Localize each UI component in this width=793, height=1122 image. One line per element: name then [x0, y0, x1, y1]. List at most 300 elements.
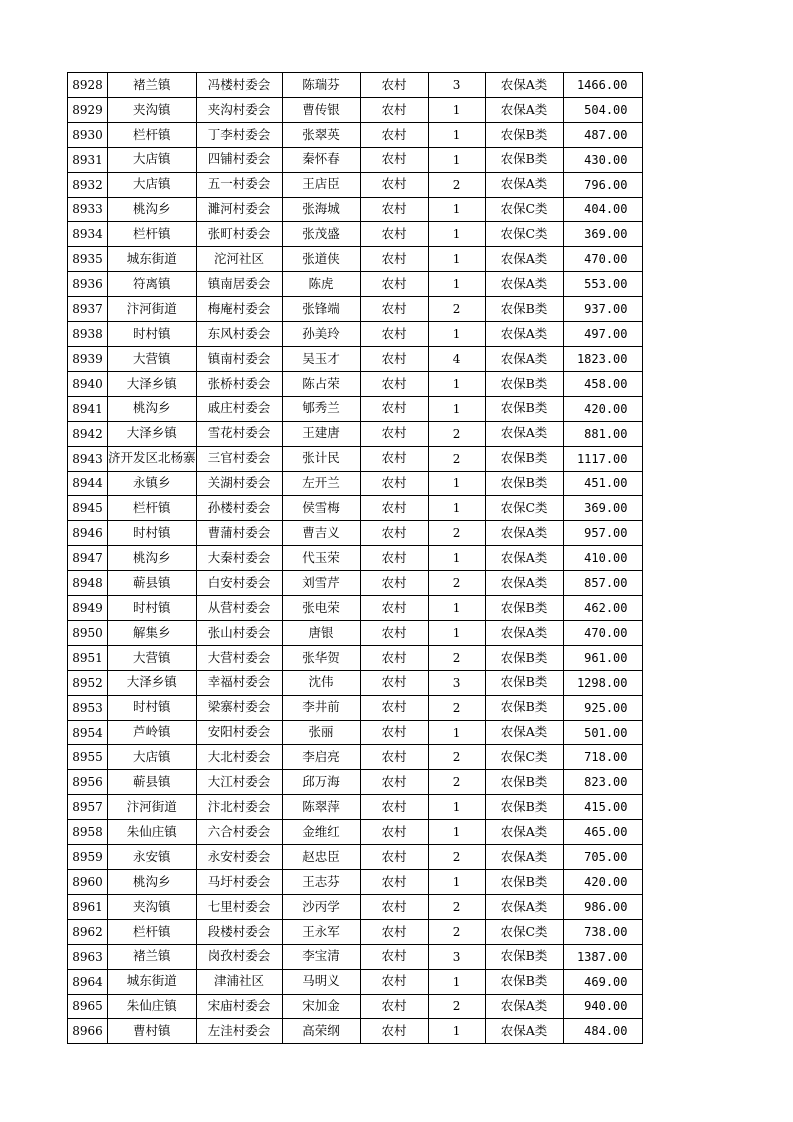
row-id-cell: 8936	[68, 272, 108, 297]
row-id-cell: 8953	[68, 695, 108, 720]
village-cell: 宋庙村委会	[196, 994, 282, 1019]
category-cell: 农保A类	[485, 1019, 563, 1044]
area-type-cell: 农村	[360, 396, 428, 421]
town-cell: 朱仙庄镇	[108, 820, 197, 845]
row-id-cell: 8941	[68, 396, 108, 421]
table-row	[68, 795, 643, 820]
village-cell: 马圩村委会	[196, 870, 282, 895]
village-cell: 张桥村委会	[196, 371, 282, 396]
village-cell: 从营村委会	[196, 596, 282, 621]
village-cell: 大北村委会	[196, 745, 282, 770]
category-cell: 农保A类	[485, 994, 563, 1019]
people-count-cell: 2	[428, 645, 485, 670]
people-count-cell: 1	[428, 820, 485, 845]
row-id-cell: 8930	[68, 122, 108, 147]
name-cell: 张丽	[282, 720, 360, 745]
row-id-cell: 8956	[68, 770, 108, 795]
category-cell: 农保C类	[485, 222, 563, 247]
amount-cell: 470.00	[563, 247, 642, 272]
amount-cell: 857.00	[563, 571, 642, 596]
row-id-cell: 8947	[68, 546, 108, 571]
category-cell: 农保A类	[485, 571, 563, 596]
amount-cell: 504.00	[563, 97, 642, 122]
village-cell: 七里村委会	[196, 894, 282, 919]
town-cell: 大营镇	[108, 346, 197, 371]
category-cell: 农保A类	[485, 820, 563, 845]
row-id-cell: 8959	[68, 845, 108, 870]
village-cell: 曹蒲村委会	[196, 521, 282, 546]
village-cell: 岗孜村委会	[196, 944, 282, 969]
area-type-cell: 农村	[360, 546, 428, 571]
table-row	[68, 197, 643, 222]
people-count-cell: 2	[428, 919, 485, 944]
table-row	[68, 670, 643, 695]
category-cell: 农保B类	[485, 297, 563, 322]
village-cell: 东风村委会	[196, 322, 282, 347]
area-type-cell: 农村	[360, 820, 428, 845]
row-id-cell: 8934	[68, 222, 108, 247]
amount-cell: 1387.00	[563, 944, 642, 969]
town-cell: 桃沟乡	[108, 396, 197, 421]
area-type-cell: 农村	[360, 247, 428, 272]
people-count-cell: 2	[428, 894, 485, 919]
table-row	[68, 571, 643, 596]
people-count-cell: 1	[428, 870, 485, 895]
people-count-cell: 1	[428, 371, 485, 396]
row-id-cell: 8942	[68, 421, 108, 446]
area-type-cell: 农村	[360, 795, 428, 820]
people-count-cell: 1	[428, 596, 485, 621]
category-cell: 农保B类	[485, 944, 563, 969]
table-row	[68, 820, 643, 845]
row-id-cell: 8964	[68, 969, 108, 994]
name-cell: 沈伟	[282, 670, 360, 695]
table-row	[68, 322, 643, 347]
village-cell: 沱河社区	[196, 247, 282, 272]
area-type-cell: 农村	[360, 944, 428, 969]
amount-cell: 458.00	[563, 371, 642, 396]
town-cell: 汴河街道	[108, 795, 197, 820]
table-row	[68, 122, 643, 147]
area-type-cell: 农村	[360, 446, 428, 471]
table-row	[68, 297, 643, 322]
table-row	[68, 272, 643, 297]
area-type-cell: 农村	[360, 695, 428, 720]
town-cell: 朱仙庄镇	[108, 994, 197, 1019]
amount-cell: 430.00	[563, 147, 642, 172]
category-cell: 农保B类	[485, 371, 563, 396]
category-cell: 农保A类	[485, 172, 563, 197]
name-cell: 金维红	[282, 820, 360, 845]
area-type-cell: 农村	[360, 272, 428, 297]
people-count-cell: 4	[428, 346, 485, 371]
name-cell: 张锋端	[282, 297, 360, 322]
amount-cell: 1298.00	[563, 670, 642, 695]
table-row	[68, 97, 643, 122]
row-id-cell: 8929	[68, 97, 108, 122]
name-cell: 陈占荣	[282, 371, 360, 396]
town-cell: 栏杆镇	[108, 496, 197, 521]
name-cell: 左开兰	[282, 471, 360, 496]
area-type-cell: 农村	[360, 471, 428, 496]
village-cell: 幸福村委会	[196, 670, 282, 695]
amount-cell: 484.00	[563, 1019, 642, 1044]
amount-cell: 415.00	[563, 795, 642, 820]
town-cell: 桃沟乡	[108, 197, 197, 222]
amount-cell: 1117.00	[563, 446, 642, 471]
town-cell: 蕲县镇	[108, 571, 197, 596]
amount-cell: 420.00	[563, 396, 642, 421]
category-cell: 农保C类	[485, 496, 563, 521]
area-type-cell: 农村	[360, 122, 428, 147]
name-cell: 张道侠	[282, 247, 360, 272]
area-type-cell: 农村	[360, 645, 428, 670]
amount-cell: 937.00	[563, 297, 642, 322]
table-row	[68, 147, 643, 172]
area-type-cell: 农村	[360, 994, 428, 1019]
amount-cell: 986.00	[563, 894, 642, 919]
name-cell: 宋加金	[282, 994, 360, 1019]
row-id-cell: 8955	[68, 745, 108, 770]
table-row	[68, 496, 643, 521]
category-cell: 农保B类	[485, 596, 563, 621]
village-cell: 段楼村委会	[196, 919, 282, 944]
area-type-cell: 农村	[360, 496, 428, 521]
table-row	[68, 172, 643, 197]
area-type-cell: 农村	[360, 421, 428, 446]
area-type-cell: 农村	[360, 770, 428, 795]
name-cell: 秦怀春	[282, 147, 360, 172]
name-cell: 张华贺	[282, 645, 360, 670]
category-cell: 农保A类	[485, 73, 563, 98]
people-count-cell: 1	[428, 197, 485, 222]
name-cell: 刘雪芹	[282, 571, 360, 596]
name-cell: 李宝清	[282, 944, 360, 969]
name-cell: 陈瑞芬	[282, 73, 360, 98]
table-row	[68, 73, 643, 98]
table-row	[68, 620, 643, 645]
town-cell: 时村镇	[108, 322, 197, 347]
name-cell: 王建唐	[282, 421, 360, 446]
people-count-cell: 1	[428, 272, 485, 297]
town-cell: 大泽乡镇	[108, 371, 197, 396]
row-id-cell: 8933	[68, 197, 108, 222]
row-id-cell: 8957	[68, 795, 108, 820]
village-cell: 戚庄村委会	[196, 396, 282, 421]
name-cell: 曹传银	[282, 97, 360, 122]
area-type-cell: 农村	[360, 571, 428, 596]
village-cell: 六合村委会	[196, 820, 282, 845]
row-id-cell: 8943	[68, 446, 108, 471]
area-type-cell: 农村	[360, 371, 428, 396]
amount-cell: 718.00	[563, 745, 642, 770]
name-cell: 王志芬	[282, 870, 360, 895]
town-cell: 大店镇	[108, 147, 197, 172]
row-id-cell: 8949	[68, 596, 108, 621]
area-type-cell: 农村	[360, 521, 428, 546]
row-id-cell: 8935	[68, 247, 108, 272]
town-cell: 时村镇	[108, 695, 197, 720]
area-type-cell: 农村	[360, 969, 428, 994]
name-cell: 邱万海	[282, 770, 360, 795]
row-id-cell: 8944	[68, 471, 108, 496]
name-cell: 陈翠萍	[282, 795, 360, 820]
table-row	[68, 596, 643, 621]
table-row	[68, 546, 643, 571]
town-cell: 解集乡	[108, 620, 197, 645]
row-id-cell: 8932	[68, 172, 108, 197]
people-count-cell: 1	[428, 969, 485, 994]
name-cell: 李启亮	[282, 745, 360, 770]
category-cell: 农保C类	[485, 197, 563, 222]
row-id-cell: 8958	[68, 820, 108, 845]
people-count-cell: 2	[428, 297, 485, 322]
amount-cell: 462.00	[563, 596, 642, 621]
amount-cell: 501.00	[563, 720, 642, 745]
village-cell: 梁寨村委会	[196, 695, 282, 720]
amount-cell: 410.00	[563, 546, 642, 571]
category-cell: 农保B类	[485, 396, 563, 421]
row-id-cell: 8951	[68, 645, 108, 670]
category-cell: 农保B类	[485, 645, 563, 670]
row-id-cell: 8939	[68, 346, 108, 371]
area-type-cell: 农村	[360, 620, 428, 645]
amount-cell: 940.00	[563, 994, 642, 1019]
amount-cell: 497.00	[563, 322, 642, 347]
name-cell: 侯雪梅	[282, 496, 360, 521]
village-cell: 永安村委会	[196, 845, 282, 870]
village-cell: 镇南村委会	[196, 346, 282, 371]
town-cell: 夹沟镇	[108, 894, 197, 919]
row-id-cell: 8952	[68, 670, 108, 695]
table-row	[68, 446, 643, 471]
row-id-cell: 8946	[68, 521, 108, 546]
row-id-cell: 8961	[68, 894, 108, 919]
name-cell: 王永军	[282, 919, 360, 944]
amount-cell: 823.00	[563, 770, 642, 795]
table-row	[68, 770, 643, 795]
table-row	[68, 222, 643, 247]
town-cell: 栏杆镇	[108, 919, 197, 944]
town-cell: 夹沟镇	[108, 97, 197, 122]
amount-cell: 705.00	[563, 845, 642, 870]
row-id-cell: 8963	[68, 944, 108, 969]
people-count-cell: 2	[428, 745, 485, 770]
amount-cell: 1823.00	[563, 346, 642, 371]
amount-cell: 925.00	[563, 695, 642, 720]
name-cell: 张翠英	[282, 122, 360, 147]
town-cell: 大泽乡镇	[108, 670, 197, 695]
category-cell: 农保A类	[485, 322, 563, 347]
amount-cell: 487.00	[563, 122, 642, 147]
table-row	[68, 421, 643, 446]
amount-cell: 469.00	[563, 969, 642, 994]
table-row	[68, 371, 643, 396]
area-type-cell: 农村	[360, 596, 428, 621]
people-count-cell: 1	[428, 322, 485, 347]
town-cell: 时村镇	[108, 596, 197, 621]
area-type-cell: 农村	[360, 1019, 428, 1044]
town-cell: 济开发区北杨寨	[108, 446, 197, 471]
row-id-cell: 8937	[68, 297, 108, 322]
category-cell: 农保B类	[485, 695, 563, 720]
name-cell: 代玉荣	[282, 546, 360, 571]
town-cell: 曹村镇	[108, 1019, 197, 1044]
town-cell: 桃沟乡	[108, 546, 197, 571]
town-cell: 栏杆镇	[108, 122, 197, 147]
area-type-cell: 农村	[360, 720, 428, 745]
area-type-cell: 农村	[360, 919, 428, 944]
row-id-cell: 8931	[68, 147, 108, 172]
town-cell: 符离镇	[108, 272, 197, 297]
table-row	[68, 919, 643, 944]
village-cell: 左洼村委会	[196, 1019, 282, 1044]
amount-cell: 553.00	[563, 272, 642, 297]
category-cell: 农保B类	[485, 147, 563, 172]
amount-cell: 465.00	[563, 820, 642, 845]
table-row	[68, 994, 643, 1019]
table-row	[68, 1019, 643, 1044]
village-cell: 张町村委会	[196, 222, 282, 247]
table-row	[68, 845, 643, 870]
category-cell: 农保A类	[485, 894, 563, 919]
people-count-cell: 1	[428, 496, 485, 521]
name-cell: 张茂盛	[282, 222, 360, 247]
village-cell: 张山村委会	[196, 620, 282, 645]
amount-cell: 420.00	[563, 870, 642, 895]
category-cell: 农保A类	[485, 247, 563, 272]
people-count-cell: 1	[428, 396, 485, 421]
town-cell: 大店镇	[108, 745, 197, 770]
area-type-cell: 农村	[360, 172, 428, 197]
village-cell: 夹沟村委会	[196, 97, 282, 122]
table-row	[68, 247, 643, 272]
amount-cell: 451.00	[563, 471, 642, 496]
name-cell: 沙丙学	[282, 894, 360, 919]
category-cell: 农保B类	[485, 969, 563, 994]
area-type-cell: 农村	[360, 745, 428, 770]
people-count-cell: 3	[428, 670, 485, 695]
village-cell: 丁李村委会	[196, 122, 282, 147]
amount-cell: 957.00	[563, 521, 642, 546]
amount-cell: 470.00	[563, 620, 642, 645]
village-cell: 五一村委会	[196, 172, 282, 197]
area-type-cell: 农村	[360, 845, 428, 870]
people-count-cell: 2	[428, 172, 485, 197]
area-type-cell: 农村	[360, 297, 428, 322]
village-cell: 孙楼村委会	[196, 496, 282, 521]
table-row	[68, 720, 643, 745]
area-type-cell: 农村	[360, 73, 428, 98]
amount-cell: 369.00	[563, 496, 642, 521]
town-cell: 褚兰镇	[108, 944, 197, 969]
row-id-cell: 8962	[68, 919, 108, 944]
people-count-cell: 1	[428, 222, 485, 247]
row-id-cell: 8966	[68, 1019, 108, 1044]
category-cell: 农保B类	[485, 795, 563, 820]
town-cell: 时村镇	[108, 521, 197, 546]
row-id-cell: 8960	[68, 870, 108, 895]
table-row	[68, 894, 643, 919]
area-type-cell: 农村	[360, 346, 428, 371]
people-count-cell: 2	[428, 521, 485, 546]
people-count-cell: 1	[428, 97, 485, 122]
people-count-cell: 1	[428, 546, 485, 571]
amount-cell: 404.00	[563, 197, 642, 222]
village-cell: 雪花村委会	[196, 421, 282, 446]
amount-cell: 1466.00	[563, 73, 642, 98]
amount-cell: 369.00	[563, 222, 642, 247]
row-id-cell: 8954	[68, 720, 108, 745]
name-cell: 张计民	[282, 446, 360, 471]
name-cell: 郇秀兰	[282, 396, 360, 421]
village-cell: 关湖村委会	[196, 471, 282, 496]
village-cell: 汴北村委会	[196, 795, 282, 820]
area-type-cell: 农村	[360, 870, 428, 895]
town-cell: 城东街道	[108, 969, 197, 994]
amount-cell: 961.00	[563, 645, 642, 670]
people-count-cell: 2	[428, 695, 485, 720]
name-cell: 张电荣	[282, 596, 360, 621]
people-count-cell: 1	[428, 471, 485, 496]
table-row	[68, 471, 643, 496]
village-cell: 大江村委会	[196, 770, 282, 795]
people-count-cell: 2	[428, 421, 485, 446]
category-cell: 农保A类	[485, 272, 563, 297]
name-cell: 李井前	[282, 695, 360, 720]
category-cell: 农保B类	[485, 870, 563, 895]
town-cell: 汴河街道	[108, 297, 197, 322]
category-cell: 农保B类	[485, 446, 563, 471]
town-cell: 大店镇	[108, 172, 197, 197]
category-cell: 农保A类	[485, 546, 563, 571]
area-type-cell: 农村	[360, 147, 428, 172]
town-cell: 芦岭镇	[108, 720, 197, 745]
area-type-cell: 农村	[360, 322, 428, 347]
name-cell: 曹吉义	[282, 521, 360, 546]
name-cell: 陈虎	[282, 272, 360, 297]
village-cell: 大营村委会	[196, 645, 282, 670]
table-row	[68, 870, 643, 895]
village-cell: 四铺村委会	[196, 147, 282, 172]
row-id-cell: 8945	[68, 496, 108, 521]
amount-cell: 738.00	[563, 919, 642, 944]
name-cell: 唐银	[282, 620, 360, 645]
town-cell: 大营镇	[108, 645, 197, 670]
table-row	[68, 745, 643, 770]
area-type-cell: 农村	[360, 894, 428, 919]
area-type-cell: 农村	[360, 197, 428, 222]
people-count-cell: 3	[428, 944, 485, 969]
people-count-cell: 1	[428, 147, 485, 172]
row-id-cell: 8950	[68, 620, 108, 645]
village-cell: 镇南居委会	[196, 272, 282, 297]
table-row	[68, 346, 643, 371]
name-cell: 吴玉才	[282, 346, 360, 371]
village-cell: 白安村委会	[196, 571, 282, 596]
town-cell: 栏杆镇	[108, 222, 197, 247]
category-cell: 农保C类	[485, 745, 563, 770]
category-cell: 农保B类	[485, 122, 563, 147]
data-table	[67, 72, 643, 1044]
table-row	[68, 396, 643, 421]
village-cell: 大秦村委会	[196, 546, 282, 571]
name-cell: 张海城	[282, 197, 360, 222]
town-cell: 城东街道	[108, 247, 197, 272]
people-count-cell: 2	[428, 770, 485, 795]
table-row	[68, 645, 643, 670]
village-cell: 濉河村委会	[196, 197, 282, 222]
